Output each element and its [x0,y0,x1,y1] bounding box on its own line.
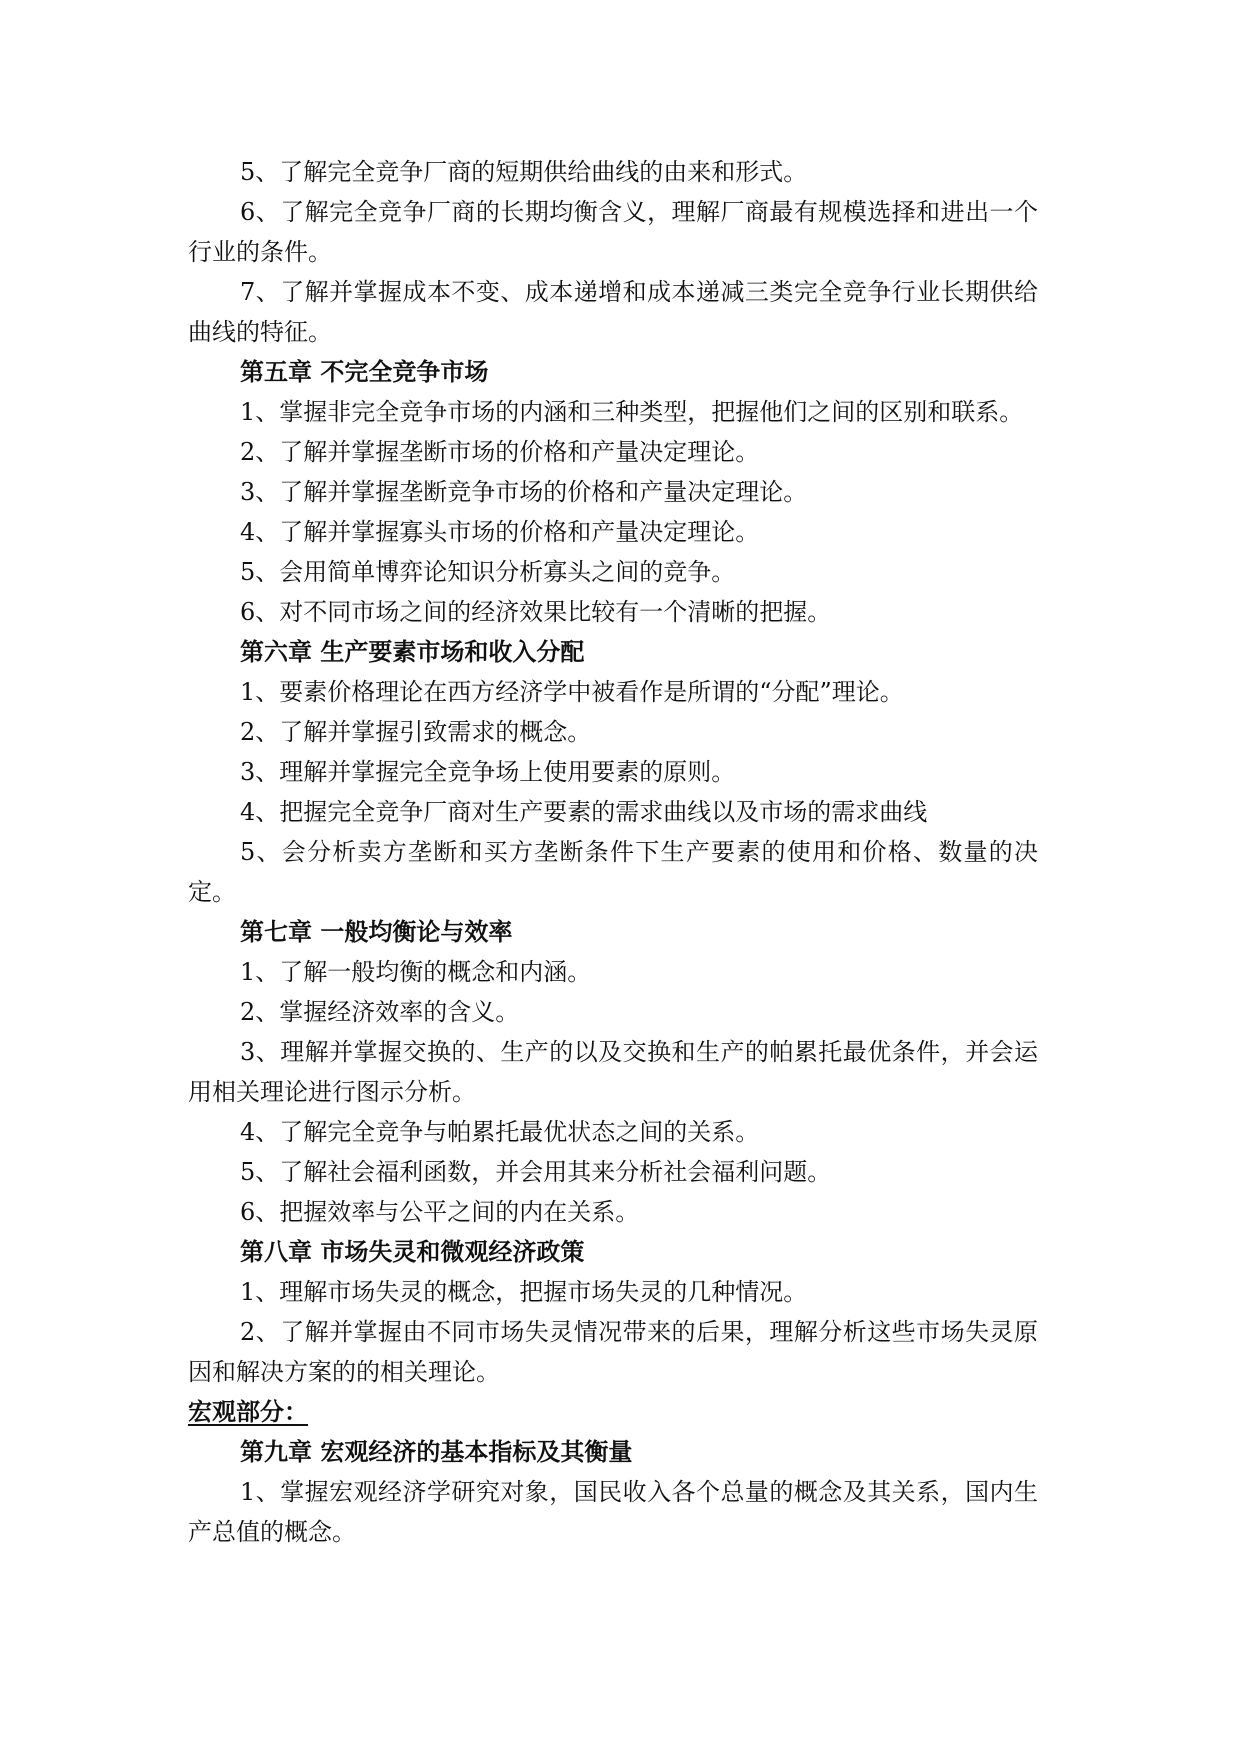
item-line: 3、理解并掌握交换的、生产的以及交换和生产的帕累托最优条件，并会运用相关理论进行图示分析。 [188,1038,1038,1106]
item-line: 4、了解完全竞争与帕累托最优状态之间的关系。 [240,1118,760,1146]
item-line: 7、了解并掌握成本不变、成本递增和成本递减三类完全竞争行业长期供给曲线的特征。 [188,278,1038,346]
section-title: 宏观部分： [188,1397,308,1426]
chapter-heading: 第五章 不完全竞争市场 [240,357,489,386]
item-line: 3、了解并掌握垄断竞争市场的价格和产量决定理论。 [240,478,808,506]
item-line: 2、了解并掌握由不同市场失灵情况带来的后果，理解分析这些市场失灵原因和解决方案的的相关理论。 [188,1318,1038,1386]
item-line: 5、会分析卖方垄断和买方垄断条件下生产要素的使用和价格、数量的决定。 [188,838,1038,906]
item-line: 2、了解并掌握引致需求的概念。 [240,718,592,746]
chapter-heading: 第九章 宏观经济的基本指标及其衡量 [240,1437,633,1466]
item-line: 6、把握效率与公平之间的内在关系。 [240,1198,640,1226]
item-line: 4、把握完全竞争厂商对生产要素的需求曲线以及市场的需求曲线 [240,798,928,826]
item-line: 5、了解完全竞争厂商的短期供给曲线的由来和形式。 [240,158,808,186]
item-line: 3、理解并掌握完全竞争场上使用要素的原则。 [240,758,736,786]
item-line: 1、理解市场失灵的概念，把握市场失灵的几种情况。 [240,1278,808,1306]
item-line: 1、了解一般均衡的概念和内涵。 [240,958,592,986]
chapter-heading: 第八章 市场失灵和微观经济政策 [240,1237,585,1266]
item-line: 6、了解完全竞争厂商的长期均衡含义，理解厂商最有规模选择和进出一个行业的条件。 [188,198,1038,266]
item-line: 5、会用简单博弈论知识分析寡头之间的竞争。 [240,558,736,586]
item-line: 1、掌握宏观经济学研究对象，国民收入各个总量的概念及其关系，国内生产总值的概念。 [188,1478,1038,1546]
item-line: 2、掌握经济效率的含义。 [240,998,520,1026]
item-line: 2、了解并掌握垄断市场的价格和产量决定理论。 [240,438,760,466]
item-line: 1、要素价格理论在西方经济学中被看作是所谓的“分配”理论。 [240,678,904,706]
chapter-heading: 第七章 一般均衡论与效率 [240,917,513,946]
item-line: 4、了解并掌握寡头市场的价格和产量决定理论。 [240,518,760,546]
document-page [188,152,1038,1552]
chapter-heading: 第六章 生产要素市场和收入分配 [240,637,585,666]
item-line: 5、了解社会福利函数，并会用其来分析社会福利问题。 [240,1158,832,1186]
item-line: 6、对不同市场之间的经济效果比较有一个清晰的把握。 [240,598,832,626]
item-line: 1、掌握非完全竞争市场的内涵和三种类型，把握他们之间的区别和联系。 [240,398,1024,426]
